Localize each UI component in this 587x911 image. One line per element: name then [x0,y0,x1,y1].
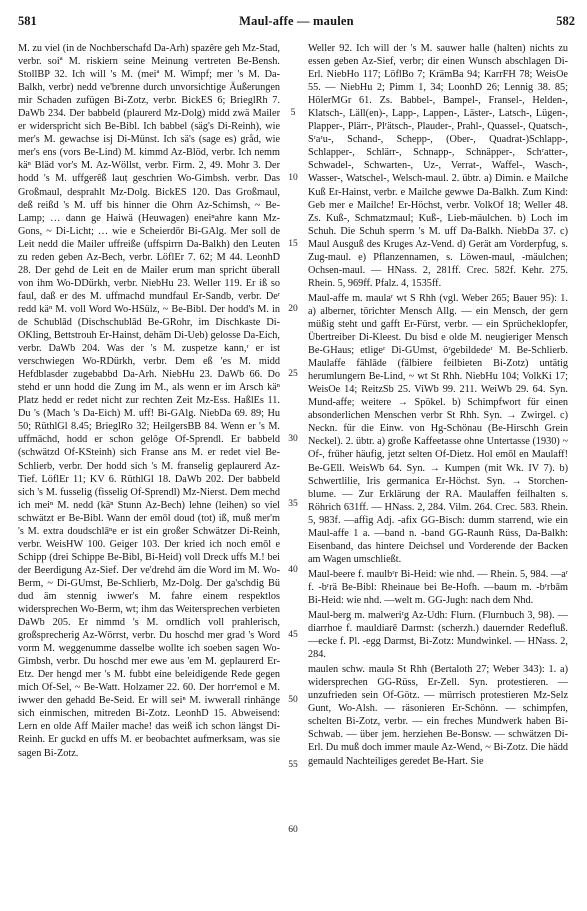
page-number-left: 581 [18,14,37,28]
running-title: Maul-affe — maulen [239,14,354,28]
entry-maul-affe: Maul-affe m. maulaʳ wt S Rhh (vgl. Weber 265; Bauer 95): 1. a) alberner, törichter Mensch Allg. — ein Mensch, der gern müßig steht und gafft Er-Fürst, verbr. — ein Sprücheklopfer, Übertreiber Di-Kleest. Du bisd e olde M. neugieriger Mensch Be-GHaus; etligeʳ Di-GUmst, öʳgebildedeʳ M. Be-Schlierb. Maulaffe fählāde (fälbiere feilbieten Bi-Zotz) untätig herumlungern Be-Lind, ~ wt St Rhh. NiebHu 104; VolkKi 17; WeisOe 14; ReitzSb 25. ViWb 99. 211. WeiWb 29. 64. Syn. Mund-affe; weitere → Spökel. b) Schimpfwort für einen absonderlichen Menschen verbr St Rhh. Syn. → Zwirgel. c) Neckn. für die Einw. von Hg-Schönau (Be-Hirschh Grein Neckel). 2. übtr. a) große Kaffeetasse ohne Untertasse (1930) ~ Of-, früher häufig, jetzt selten Of-Dietz. Hol emōl en Maulaff! Be-GEll. WeisWb 64. Syn. → Kumpen (mit Wk. IV 7). b) Schwertlilie, Iris germanica Er-Höchst. Syn. → Storchen-blume. — Zur Erklärung der RA. Maulaffen feilhalten s. Röhrich 631ff. — HNass. 2, 284. Vilm. 264. Crec. 583. Rhein. 5, 983f. —affig Adj. -afix GG-Bisch: dumm starrend, wie ein Maul-affe 1 a. —band n. -band GG-Raunh Rüss, Da-Balkh: Eisenband, das hintere Deichsel und Vorderende der Backen am Wagen umschließt. [308,292,568,565]
entry-maul-beere: Maul-beere f. maulbʳr Bi-Heid: wie nhd. — Rhein. 5, 984. —aʳ f. -bʳrä Be-Bibl: Rheinaue bei Be-Hofh. —baum m. -bʳrbām Bi-Heid: wie nhd. —welt m. GG-Jugh: nach dem Nhd. [308,568,568,606]
line-number: 20 [288,304,298,314]
line-number: 45 [288,630,298,640]
line-number: 25 [288,369,298,379]
line-number: 50 [288,695,298,705]
line-number: 40 [288,565,298,575]
page-header [18,14,575,34]
line-number: 55 [288,760,298,770]
left-column-text: M. zu viel (in de Nochberschafd Da-Arh) spazêre geh Mz-Stad, verbr. soiª M. riskiern seine Meinung vertreten Be-Bensh. StollBP 32. Ich will 's M. (meiª M. Wimpf; mer 's M. Da-Balkh, verbr) nedd ve'brenne durch unvorsichtige Äußerungen mir Schaden zufügen Bi-Zotz, verbr. BickES 6; BrieglRh 7. DaWb 234. Der babbeld (plaurerd Mz-Dolg) midd zwä Mailer er widerspricht sich Be-Bibl. Ich babbel (säg's Di-Reinh), wie mer's M. gewachse isj Di-Münst. Ich sä's (sage es) gråd, wie mer's ens (vors Be-Lind) M. kimmd Az-Blöd, verbr. Ich nemm käⁿ Bläd vor's M. Az-Wöllst, verbr. Firm. 2, 49. Mohr 3. Der hodd 's M. uffgerêß lauṭ geschrien Wo-Gimbsh. verbr. Das Großmaul, desprahlt Mz-Dolg. BickES 120. Das Großmaul, deß reißd 's M. uff bis hinner die Ohrn Az-Schimsh, ~ Be-Lamp; … dann ge Haiwä (Heuwagen) eneiⁿahre kann Mz-Gons, ~ Di-Licht; … wie e Scheierdōr Bi-GAlg. Mer soll de Leit nedd die Mailer uffreiße (uffspirrn Da-Balkh) den Leuten zu reden geben Az-Bech, verbr. LöflEr 7. 62; M 44. LeonhD 28. Der gehd de Leit en de Mailer erum man spricht überall von ihm Wo-DDürkh, verbr. NiebHu 23. Weller 119. Er iß so faul, daß er des M. uffmachd mundfaul Er-Sandb, verbr. Deʳ redd käⁿ M. voll Word Wo-HSülz, ~ Be-Bibl. Der hodd's M. in de Schublād (Dischschublād Be-GRohr, im Dischkaste Di-OKling, Bettstrouh Er-Hainst, dehäm Di-Ueb) gelosse Da-Eich, verbr. DaWb 204. Was der 's M. zuspetze kann,ʳ er ist verschwiegen Wo-RDürkh, verbr. Dem eß 'es M. midd Hefdblasder zugebabbd Da-Arh. NiebHu 23. DaWb 66. Do stehd er unn hodd die Zung im M., als wenn er im Arsch käⁿ Platz hedd er redet nicht zur rechten Zeit Mz-Ess. HaßlEs 11. Du 's (Mach 's Da-Eich) M. uff! Bi-GAlg. NiebDa 69. 89; Hu 50; RüthlGl 8.45; BrieglRo 32; HeilgersBB 84. Wenn er 's M. uffmächd, hodd er schon gelōge Of-Sprendl. Er babbeld (schwätzd Of-KSteinh) sich Franse ans M. er redet viel Be-Schlierb, verbr. Der hodd sich 's M. franselig geplaurerd Az-Tief. LöflEr 11; KV 6. RüthlGl 18. DaWb 202. Der babbeld sich 's M. fusselig (fisselig Of-Sprendl) Mz-Nierst. Dem mechd ich meiⁿ M. nedd (käⁿ Stunn Az-Bech) lehne (leihen) so viel schwätzt er Be-Bibl. Wann der emōl doud (tot) iß, muß mer'm 's M. extra doudschlāⁿe er ist ein großer Schwätzer Di-Reinh, verbr. WeisHW 100. Geiger 103. Der kried ich noch emōl e Schipp (drei Schippe Be-Bibl, Bi-Heid) voll Dreck uffs M.! bei der Beerdigung Az-Sief. Der ve'drehd äm die Word im M. Wo-Berm, ~ Di-GUmst, Be-Schlierb, Mz-Dolg. Der ga'schdig Bü dud äm stennig iwwer's M. fahre einem respektlos widersprechen Wo-Berm, wt; ihm das Weitersprechen verbieten DaWb 205. Er nimmd 's M. orndlich voll prahlerisch, großsprecherig Az-Wörrst, verbr. Du hoschd mer grad 's Word vorm M. weggenumme dasselbe wollte ich soeben sagen Wo-Gimbsh, verbr. Du hoschd mer ewe aus 'em M. geplaurerd Er-Etz. Der hengd mer 's M. fubbt eine beleidigende Rede gegen mich Of-Sel, ~ Be-Watt. Holzamer 22. 60. Der horrʳemol e M. iwwer den gehadd Be-Seid. Er will seiⁿ M. iwwerall rinhänge sich einmischen, mitreden Bi-Zotz. LeonhD 15. Abweisend: Lern en olde Aff Mailer mache! das weiß ich schon längst Di-Reinh. Er guckd en uffs M. er beobachtet aufmerksam, was sie sagen Bi-Zotz. [18,43,280,759]
line-number: 35 [288,499,298,509]
entry-maul-berg: Maul-berg m. malweriʳg Az-Udh: Flurn. (Flurnbuch 3, 98). —diarrhoe f. mauldiarē Darmst: (scherzh.) dauernder Redefluß. —ecke f. Pl. -egg Darmst, Bi-Zotz: Mundwinkel. — HNass. 2, 284. [308,610,568,661]
line-number: 60 [288,825,298,835]
line-number: 10 [288,173,298,183]
entry-continuation: Weller 92. Ich will der 's M. sauwer halle (halten) nichts zu essen geben Az-Sief, verbr; dir einen Wunsch abschlagen Di-Erl. NiebHo 117; LöflBo 7; KrämBa 94; KarrFH 78; WeisOe 55. — NiebHu 2; Pimm 1, 34; LoonhD 26; Lennig 38. 85; HölerMGr 61. Zs. Babbel-, Bampel-, Fransel-, Helden-, Klatsch-, Läll(en)-, Lapp-, Lappen-, Läster-, Latsch-, Lügen-, Plapper-, Plärr-, Plʳätsch-, Plauder-, Prahl-, Quassel-, Quatsch-, Sʳaʳu-, Schand-, Schepp-, (Ober-, Quadrat-)Schlapp-, Schlapper-, Schlärr-, Schnapp-, Schnäpper-, Schʳatter-, Schwadel-, Schwarten-, Uz-, Verrat-, Waffel-, Wasch-, Wasser-, Watschel-, Welsch-maul. 2. übtr. a) Dimin. e Mailche Kuß Er-Hainst, verbr. e Mailche gewwe Da-Balkh. Zum Kind: Geb mer e Mailche! Er-Höchst, verbr. VolkOf 18; Weller 48. Zs. Kuß-, Schmatzmaul; Kuß-, Lieb-mäulchen. b) Loch im Schuh. Die Schuh sperrn 's M. uff Da-Balkh. NiebDa 37. c) Maul Ausguß des Kruges Az-Vend. d) Gerät am Vorderpfug, s. Zug-maul. e) Pflanzennamen, s. Löwen-maul, -mäulchen; Ochsen-maul. — HNass. 2, 281ff. Crec. 582f. Kehr. 275. Rhein. 5, 969ff. Pfalz. 4, 1535ff. [308,43,568,289]
line-number: 15 [288,239,298,249]
entry-maulen: maulen schw. maulə St Rhh (Bertaloth 27; Weber 343): 1. a) widersprechen GG-Rüss, Er-Zell. Syn. protestieren. — unzufrieden sein Of-Götz. — mürrisch protestieren Mz-Selz Gunt, Wo-Alsh. — räsonieren Er-Schönn. — schimpfen, schelten Bi-Zotz, verbr. — ein freches Mundwerk haben Bi-Schwab. — über jem. herziehen Be-Bonsw. — schwätzen Di-Erl. Du muß doch immer maule Az-Wend, ~ Bi-Zotz. Die hädd gemauld Nachteiliges geredet Be-Hart. Sie [308,664,568,767]
right-column [308,42,568,768]
left-column [18,42,280,760]
line-number: 5 [290,108,296,118]
line-number: 30 [288,434,298,444]
page-number-right: 582 [556,14,575,28]
